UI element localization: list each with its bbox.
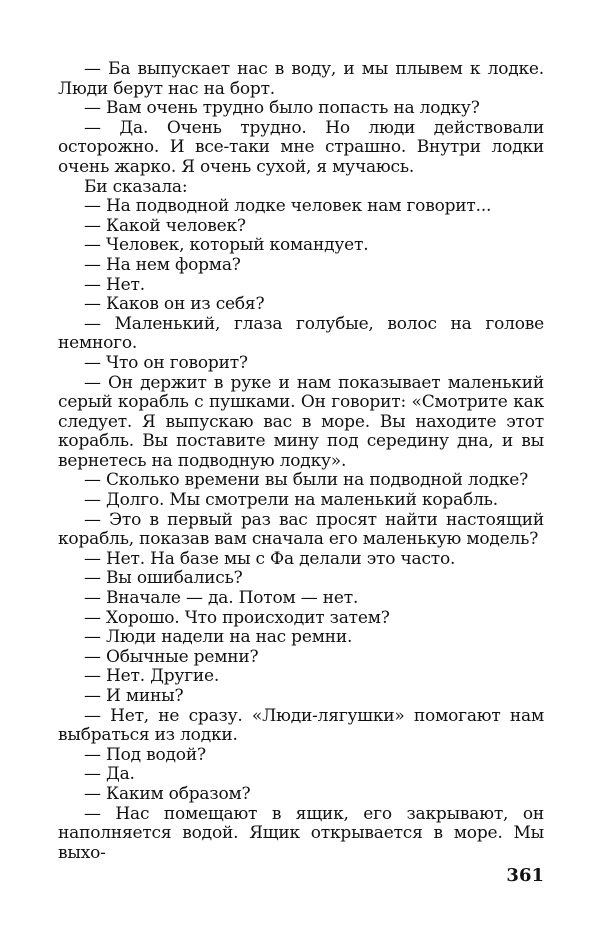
paragraph: — Какой человек? [84, 215, 246, 236]
paragraph: — Ба выпускает нас в воду, и мы плывем к лодке. Люди берут нас на борт. [58, 59, 544, 99]
paragraph: — И мины? [84, 686, 184, 706]
book-page [58, 60, 544, 920]
paragraph: — Да. [84, 764, 135, 785]
paragraph: — Люди надели на нас ремни. [84, 627, 353, 648]
page-text [58, 60, 544, 863]
paragraph: — Сколько времени вы были на подводной лодке? [84, 470, 529, 491]
paragraph: — Под водой? [84, 744, 206, 765]
paragraph: — Хорошо. Что происходит затем? [84, 607, 390, 628]
page-number: 361 [506, 865, 544, 886]
paragraph: — Вы ошибались? [84, 568, 243, 589]
paragraph: — Нет. На базе мы с Фа делали это часто. [84, 548, 456, 569]
paragraph: — На нем форма? [84, 254, 241, 275]
paragraph: — Он держит в руке и нам показывает маленький серый корабль с пушками. Он говорит: «Смотрите как следует. Я выпускаю вас в море. Вы находите этот корабль. Вы поставите мину под середину дна, и вы вернетесь на подводную лодку». [58, 372, 544, 471]
paragraph: — Маленький, глаза голубые, волос на голове немного. [58, 313, 544, 354]
paragraph: — Вначале — да. Потом — нет. [84, 588, 359, 609]
paragraph: — Обычные ремни? [84, 646, 259, 667]
paragraph: — Вам очень трудно было попасть на лодку? [84, 98, 480, 119]
paragraph: Би сказала: [84, 176, 188, 197]
paragraph: — Это в первый раз вас просят найти настоящий корабль, показав вам сначала его маленькую модель? [58, 509, 544, 550]
paragraph: — На подводной лодке человек нам говорит... [84, 196, 492, 217]
paragraph: — Каким образом? [84, 783, 251, 804]
paragraph: — Нет, не сразу. «Люди-лягушки» помогают нам выбраться из лодки. [58, 705, 544, 746]
paragraph: — Нет. [84, 274, 145, 295]
paragraph: — Что он говорит? [84, 352, 248, 373]
paragraph: — Человек, который командует. [84, 235, 369, 256]
paragraph: — Нет. Другие. [84, 666, 220, 687]
paragraph: — Да. Очень трудно. Но люди действовали осторожно. И все-таки мне страшно. Внутри лодки очень жарко. Я очень сухой, я мучаюсь. [58, 117, 544, 177]
paragraph: — Долго. Мы смотрели на маленький корабль. [84, 490, 498, 511]
paragraph: — Каков он из себя? [84, 294, 265, 315]
paragraph: — Нас помещают в ящик, его закрывают, он наполняется водой. Ящик открывается в море. Мы выхо- [58, 803, 544, 863]
